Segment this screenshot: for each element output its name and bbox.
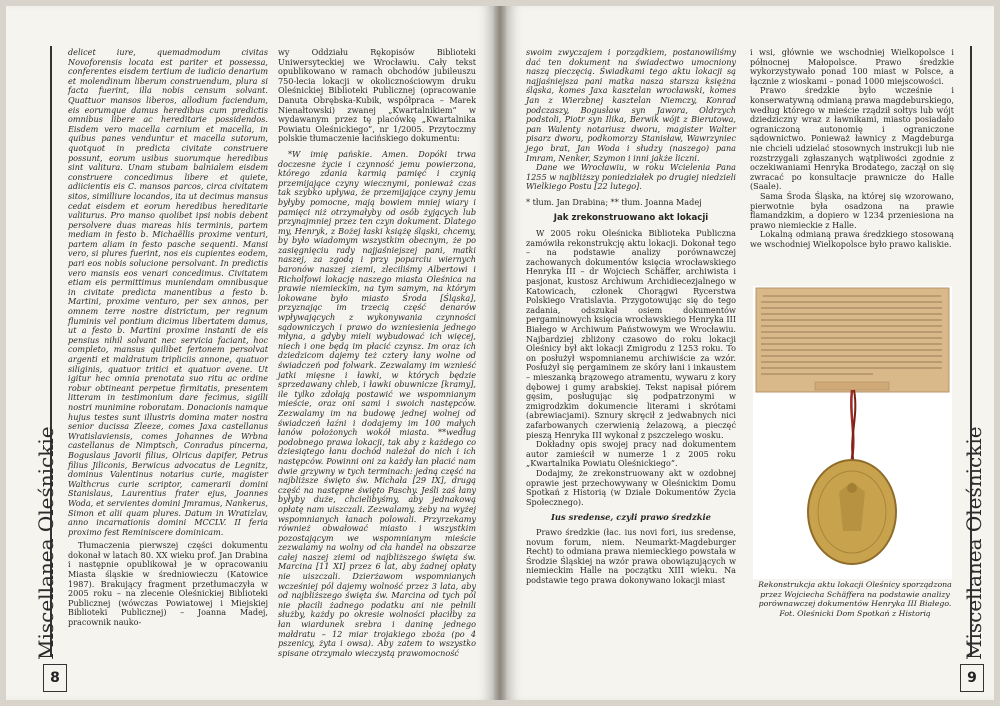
right-paragraph: Prawo średzkie było wcześnie i konserwatywną odmianą prawa magdeburskiego, według którego w mieście rządził sołtys lub wójt dziedziczny wraz z ławnikami, miasto posiadało ograniczoną autonomię i ograniczone sądownictwo. Ponieważ ławnicy z Magdeburga nie chcieli udzielać stosownych instrukcji lub nie rozstrzygali zgłaszanych wątpliwości zgodnie z oczekiwaniami Henryka Brodatego, zaczął on się zwracać po konsultacje prawnicze do Halle (Saale). [750,85,954,192]
left-column-1 [68,48,268,628]
right-page [506,6,994,700]
right-paragraph: W 2005 roku Oleśnicka Biblioteka Publiczna zamówiła rekonstrukcję aktu lokacji. Dokonał tego – na podstawie analizy porównawczej zachowanych dokumentów księcia wrocławskiego Henryka III – dr Wojciech Schäffer, archiwista i pasjonat, kustosz Archiwum Archidiecezjalnego w Katowicach, członek Chorągwi Rycerstwa Polskiego Vratislavia. Przygotowując się do tego zadania, odszukał osiem dokumentów pergaminowych księcia wrocławskiego Henryka III Białego w Archiwum Państwowym we Wrocławiu. Najbardziej zbliżony czasowo do roku lokacji Oleśnicy był akt lokacji Zmigrodu z 1253 roku. To on posłużył wspomnianemu archiwiście za wzór. Posłużył się pergaminem ze skóry łani i inkaustem – mieszanką brązowego atramentu, wywaru z kory dębowej i gumy arabskiej. Tekst napisał piórem gęsim, posługując się podpatrzonymi w zmigrodzkim dokumencie literami i skrótami (abrewiacjami). Sznury skręcił z jedwabnych nici zafarbowanych czerwienią żelazową, a pieczęć pieszą Henryka III wykonał z pszczelego wosku. [526,228,737,440]
right-column-1 [526,48,736,585]
section-heading: Jak zrekonstruowano akt lokacji [553,212,709,223]
right-paragraph: Dokładny opis swojej pracy nad dokumentem autor zamieścił w numerze 1 z 2005 roku „Kwartalnika Powiatu Oleśnickiego”. [526,439,736,469]
translation-continued: swoim zwyczajem i porządkiem, postanowiliśmy dać ten dokument na świadectwo umocniony naszą pieczęcią. Świadkami tego aktu lokacji są najjaśniejsza pani matka nasza starsza księżna śląska, komes Jaxa kasztelan wrocławski, komes Jan z Wierzbnej kasztelan Niemczy, Konrad podczaszy, Bogusław syn Jawora, Oldrzych podstoli, Piotr syn Ilika, Berwik wójt z Bierutowa, pan Walenty notariusz dworu, magister Walter pisarz dworu, podkomorzy Stanisław, Wawrzyniec jego brat, Jan Woda i słudzy (naszego) pana Imram, Nenker, Szymon i inni jakże liczni. [526,47,736,163]
right-paragraph: Prawo średzkie (łac. ius novi fori, ius sredense, novum forum, niem. Neumarkt-Magdeburger Recht) to odmiana prawa niemieckiego powstała w Środzie Śląskiej na wzór prawa obowiązujących w niemieckim Halle na początku XIII wieku. Na podstawie tego prawa dokonywano lokacji miast [526,526,736,585]
left-column-2 [278,48,476,658]
right-paragraph: Sama Środa Śląska, na której się wzorowano, pierwotnie była osadzona na prawie flamandzkim, a dopiero w 1234 przeniesiona na prawo niemieckie z Halle. [750,190,954,230]
latin-charter-text: delicet iure, quemadmodum civitas Novoforensis locata est pariter et possessa, conferentes eisdem tertium de iudicio denarium et molendinum liberum construendum, plura si facta fuerint, illa nobis censum solvant. Quattuor mansos liberos, allodium faciendum, eis eorumque damus heredibus cum predictis omnibus libere ac hereditarie possidendos. Eisdem vero macella carnium et macella, in quibus panes venduntur et macella sutorum, quotquot in predicta civitate construere possunt, eorum usibus suorumque heredibus sint valitura. Unam stubam balnialem eisdem construere concedimus libere et quiete, adiicientis eis C. mansos parcos, circa civitatem sitos, similliure locandos, ita ut decimus mansus cedat eisdem et eorum heredibus hereditarie valiturus. Pro manso quolibet ipsi nobis debent persolvere duas mareas hiis terminis, partem mediam in festo b. Michaëllis proxime venturi, partem aliam in festo pasche sequenti. Mansi vero, si plures fuerint, nos eis cupientes eodem, pari eos nobis solucione persolvant. In predictis vero mansis eos venari concedimus. Civitatem etiam eis permittimus muniendam omnibusque in civitate predicta manentibus a festo b. Martini, proxime venturo, per sex annos, per omnem terre nostre districtum, per regnum fluminis vel pontium dicimus libertatem damus, ut a festo b. Martini proxime instanti de eis pensius nihil solvant nec servicia faciant, hoc completo, mansus quilibet fertonem persolvat argenti et maldratum tripliciis annone, quatuor siliginis, quatuor tritici et quatuor avene. Ut igitur hec omnia prenotata suo ritu ac ordine robur obtineant perpetue firmitatis, presentem litteram in testimonium dare fecimus, sigilli nostri munimine roboratam. Donacionis namque hujus testes sunt illustris domina mater nostra senior ducissa Zleeze, comes Jaxa castellanus Wratislaviensis, comes Johannes de Wrbna castellanus de Nimptsch, Conradus pincerna, Boguslaus Javorii filius, Olricus dapifer, Petrus filius Jiliconis, Berwicus advocatus de Legnitz, dominus Valentinus notarius curie, magister Walthcrus curie scriptor, camerarii domini Stanislaus, Laurentius frater ejus, Joannes Woda, et servientes domini Jmramus, Nankerus, Simon et alii quam plures. Datum in Wratizlav, anno incarnationis domini MCCLV. II feria proximo fest Reminiscere dominicam. [68,47,268,537]
book-gutter [494,6,506,700]
dated-line: Dane we Wrocławiu, w roku Wcielenia Pana 1255 w najbliższy poniedziałek po drugiej niedzieli Wielkiego Postu [22 lutego]. [526,162,736,192]
right-paragraph: Lokalną odmianą prawa średzkiego stosowaną we wschodniej Wielkopolsce było prawo kaliskie. [750,229,954,249]
polish-translation-text: *W imię pańskie. Amen. Dopóki trwa doczesne życie i czynność jemu powierzona, którego zdania karmią pamięć i czynią przemijające czyny wiecznymi, ponieważ czas tak szybko upływa, że przemijające czyny jemu byłyby pomocne, mają bowiem mniej wiary i pamięci niż otrzymałyby od osób żyjących lub przynajmniej przez ten czyn dokument. Dlatego my, Henryk, z Bożej łaski książę śląski, chcemy, by było wiadomym wszystkim obecnym, że po zasięgnięciu rady najjaśniejszej pani, matki naszej, za zgodą i przy poparciu wiernych baronów naszej ziemi, zleciliśmy Albertowi i Richolfowi lokację naszego miasta Oleśnica na prawie niemieckim, na tym samym, na którym lokowane było miasto Środa [Śląska], przyznając im trzecią część denarów wpływających z wykonywania czynności sądowniczych i prawo do wzniesienia jednego młyna, a gdyby mieli wybudować ich więcej, niech i one będą im płacić czynsz. Im oraz ich dziedzicom dajemy też cztery łany wolne od świadczeń pod folwark. Zezwalamy im wznieść jatki mięsne i ławki, w których będzie sprzedawany chleb, i ławki obuwnicze [kramy], ile tylko zdołają postawić we wspomnianym mieście, oraz oni sami i swoich następców. Zezwalamy im na budowę jednej wolnej od świadczeń łaźni i dodajemy im 100 małych łanów położonych wokół miasta. **według podobnego prawa lokacji, tak aby z każdego co dziesiątego łanu dochód należał do nich i ich następców. Powinni oni za każdy łan płacić nam dwie grzywny w tych terminach: jedną część na najbliższe święto św. Michała [29 IX], drugą część na następne święto Paschy. Jeśli zaś łany byłyby duże, chcielibyśmy, aby jednakową opłatę nam uiszczali. Zezwalamy, żeby na wyżej wspomnianych łanach polowali. Przyrzekamy również obwałować miasto i wszystkim pozostającym we wspomnianym mieście zezwalamy na wolny od cła handel na obszarze całej naszej ziemi od najbliższego święta św. Marcina [11 XI] przez 6 lat, aby żadnej opłaty nie uiszczali. Dzierżawom wspomnianych wcześniej pól dajemy wolność przez 3 lata, aby od najbliższego święta św. Marcina od tych pól nie płacili żadnego podatku ani nie pełnili służby, każdy po okresie wolności płaciłby za łan wiardunek srebra i daninę jednego małdratu – 12 miar trojakiego zboża (po 4 pszenicy, żyta i owsa). Aby zatem to wszystko spisane otrzymało wieczystą prawomocność [278,148,476,658]
right-paragraph: Dodajmy, że zrekonstruowany akt w ozdobnej oprawie jest przechowywany w Oleśnickim Domu Spotkań z Historią (w Dziale Dokumentów Życia Społecznego). [526,467,736,507]
page-number: 9 [960,664,984,692]
section-heading: Ius sredense, czyli prawo średzkie [550,512,712,523]
image-caption: Rekonstrukcja aktu lokacji Oleśnicy sporządzona przez Wojciecha Schäffera na podstawie analizy porównawczej dokumentów Henryka III Białego. Fot. Oleśnicki Dom Spotkań z Historią [758,580,952,618]
footnote: * tłum. Jan Drabina; ** tłum. Joanna Madej [526,196,702,207]
running-title: Miscellanea Oleśnickie [34,426,58,660]
left-paragraph: Tłumaczenia pierwszej części dokumentu dokonał w latach 80. XX wieku prof. Jan Drabina i następnie opublikował je w opracowaniu Miasta śląskie w średniowieczu (Katowice 1987). Brakujący fragment przetłumaczyła w 2005 roku – na zlecenie Oleśnickiej Biblioteki Publicznej (wówczas Powiatowej i Miejskiej Biblioteki Publicznej) – Joanna Madej, pracownik nauko- [68,540,268,628]
right-column-2 [750,48,954,249]
left-page [6,6,494,700]
running-title: Miscellanea Oleśnickie [962,426,986,660]
reconstructed-charter-photo [753,286,952,579]
right-paragraph: i wsi, głównie we wschodniej Wielkopolsce i północnej Małopolsce. Prawo średzkie wykorzystywało ponad 100 miast w Polsce, a łącznie z wioskami – ponad 1000 miejscowości. [750,47,954,86]
page-number: 8 [43,664,67,692]
left-paragraph: wy Oddziału Rękopisów Biblioteki Uniwersyteckiej we Wrocławiu. Cały tekst opublikowano w ramach obchodów jubileuszu 750-lecia lokacji w okolicznościowym druku Oleśnickiej Biblioteki Publicznej (opracowanie Danuta Obrębska-Kubik, współpraca – Marek Nienałtowski) zwanej „Kwartalnikiem” w wydawanym przez tę placówkę „Kwartalnika Powiatu Oleśnickiego”, nr 1/2005. Przytoczmy polskie tłumaczenie łacińskiego dokumentu: [278,47,476,144]
